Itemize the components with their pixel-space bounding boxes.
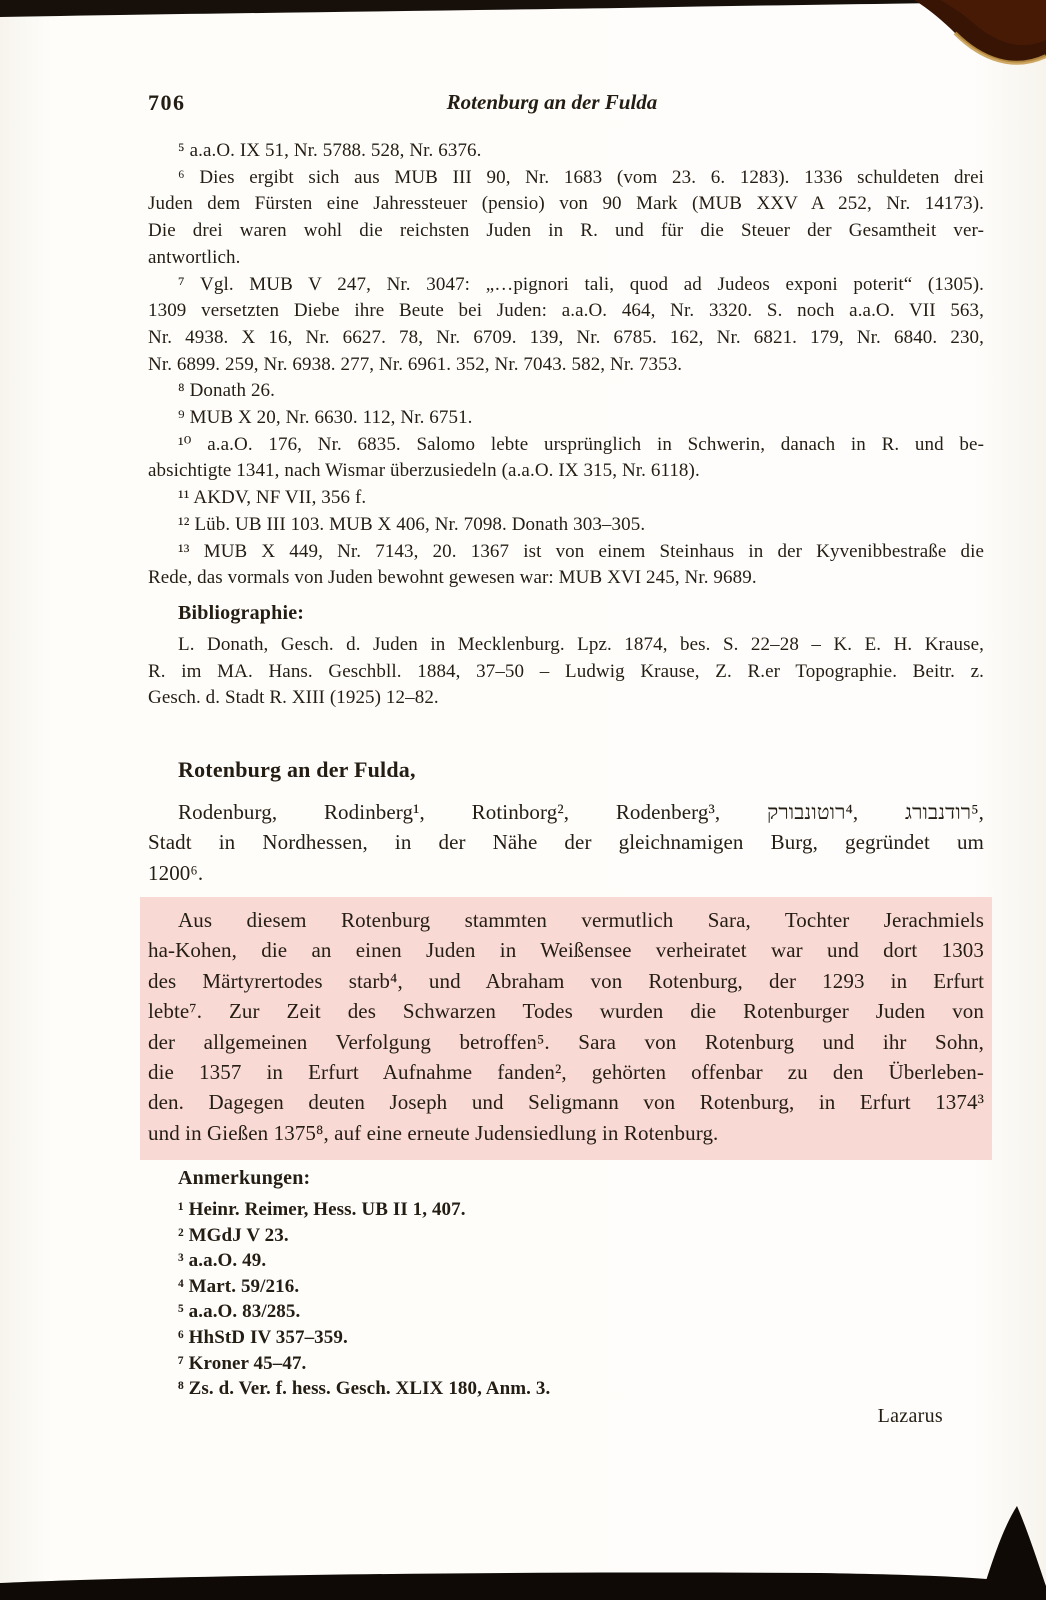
highlight-line: Aus diesem Rotenburg stammten vermutlich Sara, Tochter Jerachmiels (178, 908, 984, 932)
note-item: ⁸ Zs. d. Ver. f. hess. Gesch. XLIX 180, Anm. 3. (178, 1378, 551, 1400)
author-signature: Lazarus (877, 1405, 943, 1427)
footnote-line: Die drei waren wohl die reichsten Juden in R. und für die Steuer der Gesamtheit ver- (148, 220, 984, 242)
highlight-line: der allgemeinen Verfolgung betroffen⁵. Sara von Rotenburg und ihr Sohn, (148, 1029, 984, 1054)
highlight-line: ha-Kohen, die an einen Juden in Weißensee verheiratet war und dort 1303 (148, 938, 984, 963)
bibliography-line: R. im MA. Hans. Geschbll. 1884, 37–50 – Ludwig Krause, Z. R.er Topographie. Beitr. z. (148, 660, 984, 682)
bibliography-line: L. Donath, Gesch. d. Juden in Mecklenburg. Lpz. 1874, bes. S. 22–28 – K. E. H. Krause, (178, 634, 984, 655)
footnote-line: Nr. 4938. X 16, Nr. 6627. 78, Nr. 6709. 139, Nr. 6785. 162, Nr. 6821. 179, Nr. 6840. 230, (148, 326, 984, 348)
footnote-block (148, 138, 984, 592)
footnote-line: Juden dem Fürsten eine Jahressteuer (pensio) von 90 Mark (MUB XXV A 252, Nr. 14173). (148, 193, 984, 215)
paragraph-line: Rodenburg, Rodinberg¹, Rotinborg², Rodenberg³, רוטונבורק‎⁴, רודנבורג‎⁵, (178, 800, 984, 824)
note-item: ³ a.a.O. 49. (178, 1250, 267, 1272)
footnote-line: Rede, das vormals von Juden bewohnt gewesen war: MUB XVI 245, Nr. 9689. (148, 567, 757, 589)
highlighted-paragraph (140, 897, 992, 1160)
paragraph-line: Stadt in Nordhessen, in der Nähe der gleichnamigen Burg, gegründet um (148, 830, 984, 855)
footnote-line: antwortlich. (148, 246, 241, 268)
note-item: ⁷ Kroner 45–47. (178, 1352, 307, 1374)
bottom-edge-dark-strip (0, 1572, 1046, 1600)
page-top-edge-shadow (0, 0, 1046, 92)
bibliography-block (148, 632, 984, 712)
footnote-line: ⁹ MUB X 20, Nr. 6630. 112, Nr. 6751. (178, 407, 473, 429)
name-paragraph (148, 797, 984, 888)
highlight-line: den. Dagegen deuten Joseph und Seligmann von Rotenburg, in Erfurt 1374³ (148, 1090, 984, 1115)
bibliography-heading: Bibliographie: (178, 602, 305, 624)
article-heading: Rotenburg an der Fulda, (178, 757, 416, 782)
highlight-line: die 1357 in Erfurt Aufnahme fanden², gehörten offenbar zu den Überleben- (148, 1060, 984, 1085)
page-number: 706 (148, 90, 186, 115)
footnote-line: ⁵ a.a.O. IX 51, Nr. 5788. 528, Nr. 6376. (178, 140, 482, 161)
note-item: ⁵ a.a.O. 83/285. (178, 1301, 301, 1323)
footnote-line: ⁷ Vgl. MUB V 247, Nr. 3047: „…pignori tali, quod ad Judeos exponi poterit“ (1305). (178, 273, 984, 295)
highlight-line: lebte⁷. Zur Zeit des Schwarzen Todes wurden die Rotenburger Juden von (148, 999, 984, 1024)
footnote-line: ⁸ Donath 26. (178, 380, 276, 402)
highlight-line: des Märtyrertodes starb⁴, und Abraham von Rotenburg, der 1293 in Erfurt (148, 968, 984, 993)
footnote-line: ¹⁰ a.a.O. 176, Nr. 6835. Salomo lebte ursprünglich in Schwerin, danach in R. und be- (178, 433, 984, 455)
notes-heading: Anmerkungen: (178, 1167, 311, 1189)
note-item: ⁶ HhStD IV 357–359. (178, 1326, 348, 1348)
page-bottom-edge-shadow (0, 1488, 1046, 1600)
bibliography-line: Gesch. d. Stadt R. XIII (1925) 12–82. (148, 687, 439, 709)
footnote-line: ¹² Lüb. UB III 103. MUB X 406, Nr. 7098. Donath 303–305. (178, 513, 646, 535)
top-edge-dark-strip (0, 0, 1046, 17)
footnote-line: Nr. 6899. 259, Nr. 6938. 277, Nr. 6961. 352, Nr. 7043. 582, Nr. 7353. (148, 353, 683, 375)
footnote-line: ¹¹ AKDV, NF VII, 356 f. (178, 487, 367, 509)
page-header (148, 90, 984, 118)
notes-list (148, 1197, 1014, 1402)
running-title: Rotenburg an der Fulda (446, 90, 658, 114)
note-item: ² MGdJ V 23. (178, 1224, 289, 1246)
footnote-line: ¹³ MUB X 449, Nr. 7143, 20. 1367 ist von einem Steinhaus in der Kyvenibbestraße die (178, 540, 984, 562)
footnote-line: absichtigte 1341, nach Wismar überzusiedeln (a.a.O. IX 315, Nr. 6118). (148, 460, 700, 482)
highlight-line: und in Gießen 1375⁸, auf eine erneute Judensiedlung in Rotenburg. (148, 1120, 719, 1145)
paragraph-line: 1200⁶. (148, 860, 204, 885)
note-item: ⁴ Mart. 59/216. (178, 1275, 300, 1297)
note-item: ¹ Heinr. Reimer, Hess. UB II 1, 407. (178, 1199, 466, 1220)
bottom-corner-wedge (980, 1506, 1046, 1600)
footnote-line: 1309 versetzten Diebe ihre Beute bei Juden: a.a.O. 464, Nr. 3320. S. noch a.a.O. VII 563, (148, 300, 984, 322)
footnote-line: ⁶ Dies ergibt sich aus MUB III 90, Nr. 1683 (vom 23. 6. 1283). 1336 schuldeten drei (178, 166, 984, 188)
